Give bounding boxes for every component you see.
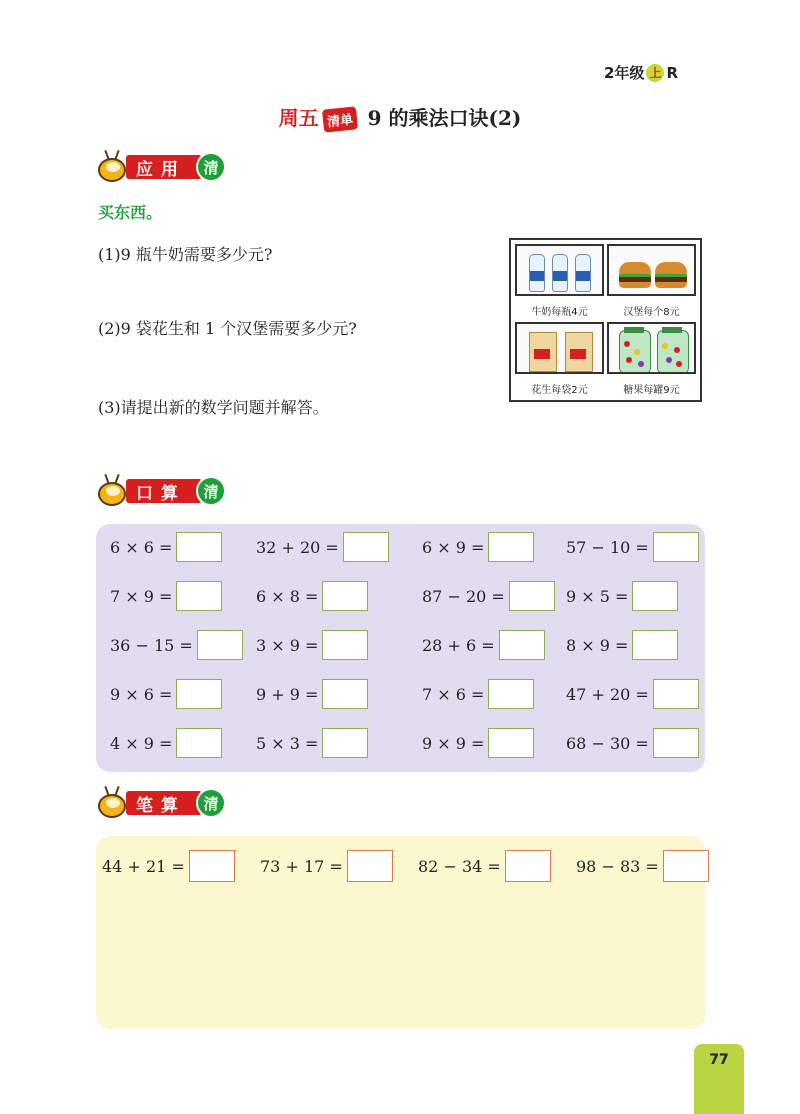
answer-box[interactable] <box>176 728 222 758</box>
oral-item <box>566 581 678 611</box>
oral-item <box>566 728 699 758</box>
oral-item <box>566 532 699 562</box>
answer-box[interactable] <box>343 532 389 562</box>
oral-item <box>256 728 368 758</box>
question-3: (3)请提出新的数学问题并解答。 <box>98 398 329 417</box>
oral-item <box>110 630 243 660</box>
written-item <box>102 850 235 882</box>
milk-bottle-icon <box>529 254 545 292</box>
answer-box[interactable] <box>176 581 222 611</box>
peanut-bag-icon <box>529 332 557 372</box>
milk-bottle-icon <box>552 254 568 292</box>
answer-box[interactable] <box>176 679 222 709</box>
written-item <box>418 850 551 882</box>
expression: 4 × 9 = <box>110 733 173 753</box>
answer-box[interactable] <box>632 581 678 611</box>
grade-prefix: 2年级 <box>604 64 645 82</box>
expression: 36 − 15 = <box>110 635 193 655</box>
answer-box[interactable] <box>488 532 534 562</box>
oral-item <box>256 532 389 562</box>
candy-jar-icon <box>619 330 651 374</box>
expression: 32 + 20 = <box>256 537 339 557</box>
answer-box[interactable] <box>189 850 235 882</box>
peanut-cell <box>515 322 604 398</box>
answer-box[interactable] <box>488 679 534 709</box>
expression: 6 × 8 = <box>256 586 319 606</box>
answer-box[interactable] <box>322 728 368 758</box>
milk-cell <box>515 244 604 320</box>
answer-box[interactable] <box>322 581 368 611</box>
oral-item <box>110 679 222 709</box>
oral-item <box>110 581 222 611</box>
expression: 7 × 9 = <box>110 586 173 606</box>
expression: 9 × 9 = <box>422 733 485 753</box>
title-stamp: 清单 <box>322 106 358 132</box>
question-1: (1)9 瓶牛奶需要多少元? <box>98 245 273 264</box>
answer-box[interactable] <box>653 679 699 709</box>
answer-box[interactable] <box>505 850 551 882</box>
oral-item <box>422 630 545 660</box>
oral-calc-panel <box>96 524 705 772</box>
burger-icon <box>619 262 651 288</box>
expression: 47 + 20 = <box>566 684 649 704</box>
answer-box[interactable] <box>663 850 709 882</box>
expression: 3 × 9 = <box>256 635 319 655</box>
candy-jar-icon <box>657 330 689 374</box>
expression: 87 − 20 = <box>422 586 505 606</box>
expression: 57 − 10 = <box>566 537 649 557</box>
expression: 98 − 83 = <box>576 856 659 876</box>
title-day: 周五 <box>278 106 319 130</box>
written-calc-panel <box>96 836 705 1029</box>
oral-item <box>256 630 368 660</box>
oral-item <box>256 679 368 709</box>
qing-badge: 清 <box>196 788 226 818</box>
answer-box[interactable] <box>322 630 368 660</box>
expression: 9 + 9 = <box>256 684 319 704</box>
qing-badge: 清 <box>196 152 226 182</box>
section-label: 口算 <box>126 479 202 503</box>
oral-item <box>422 679 534 709</box>
bee-mascot-icon <box>92 472 132 510</box>
section-label: 笔算 <box>126 791 202 815</box>
answer-box[interactable] <box>488 728 534 758</box>
page-number: 77 <box>709 1052 729 1068</box>
expression: 9 × 6 = <box>110 684 173 704</box>
oral-item <box>422 581 555 611</box>
oral-item <box>422 532 534 562</box>
written-item <box>576 850 709 882</box>
price-caption: 花生每袋2元 <box>531 385 588 396</box>
answer-box[interactable] <box>176 532 222 562</box>
answer-box[interactable] <box>632 630 678 660</box>
price-caption: 汉堡每个8元 <box>623 307 680 318</box>
title-lesson: 9 的乘法口诀(2) <box>367 106 522 130</box>
section-header-written <box>92 784 226 822</box>
price-panel <box>509 238 702 402</box>
expression: 5 × 3 = <box>256 733 319 753</box>
expression: 68 − 30 = <box>566 733 649 753</box>
expression: 7 × 6 = <box>422 684 485 704</box>
answer-box[interactable] <box>509 581 555 611</box>
oral-item <box>110 728 222 758</box>
expression: 6 × 6 = <box>110 537 173 557</box>
expression: 8 × 9 = <box>566 635 629 655</box>
answer-box[interactable] <box>653 728 699 758</box>
answer-box[interactable] <box>347 850 393 882</box>
oral-item <box>566 630 678 660</box>
oral-item <box>566 679 699 709</box>
section-header-oral <box>92 472 226 510</box>
expression: 9 × 5 = <box>566 586 629 606</box>
answer-box[interactable] <box>499 630 545 660</box>
burger-icon <box>655 262 687 288</box>
expression: 73 + 17 = <box>260 856 343 876</box>
oral-item <box>110 532 222 562</box>
grade-suffix: R <box>666 63 678 82</box>
qing-badge: 清 <box>196 476 226 506</box>
grade-circle: 上 <box>646 64 664 82</box>
expression: 28 + 6 = <box>422 635 495 655</box>
price-caption: 糖果每罐9元 <box>623 385 680 396</box>
expression: 44 + 21 = <box>102 856 185 876</box>
question-2: (2)9 袋花生和 1 个汉堡需要多少元? <box>98 319 357 338</box>
section-label: 应用 <box>126 155 202 179</box>
page-title <box>0 102 800 131</box>
peanut-bag-icon <box>565 332 593 372</box>
bee-mascot-icon <box>92 784 132 822</box>
burger-cell <box>607 244 696 320</box>
answer-box[interactable] <box>322 679 368 709</box>
bee-mascot-icon <box>92 148 132 186</box>
written-item <box>260 850 393 882</box>
problem-title: 买东西。 <box>98 203 163 222</box>
price-caption: 牛奶每瓶4元 <box>531 307 588 318</box>
expression: 6 × 9 = <box>422 537 485 557</box>
milk-bottle-icon <box>575 254 591 292</box>
expression: 82 − 34 = <box>418 856 501 876</box>
answer-box[interactable] <box>197 630 243 660</box>
oral-item <box>256 581 368 611</box>
oral-item <box>422 728 534 758</box>
candy-cell <box>607 322 696 398</box>
answer-box[interactable] <box>653 532 699 562</box>
grade-tag <box>604 62 678 83</box>
section-header-application <box>92 148 226 186</box>
